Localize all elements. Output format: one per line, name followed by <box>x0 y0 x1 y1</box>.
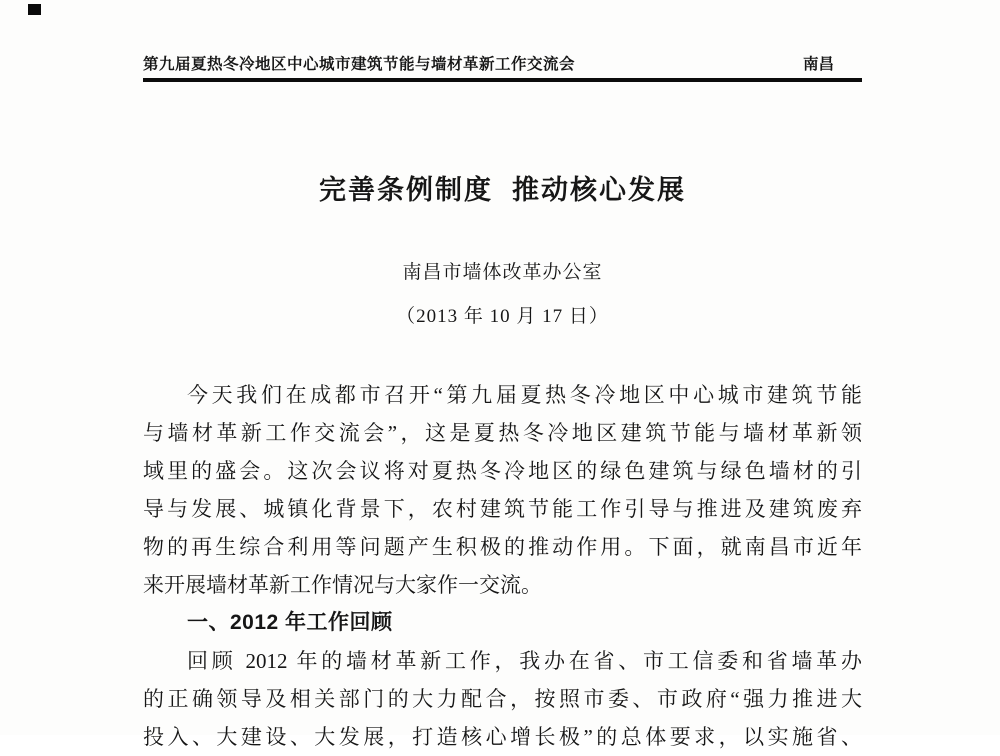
section-heading: 一、2012 年工作回顾 <box>187 611 393 634</box>
paragraph-line: 今天我们在成都市召开“第九届夏热冬冷地区中心城市建筑节能 <box>187 383 862 407</box>
paragraph-line: 导与发展、城镇化背景下，农村建筑节能工作引导与推进及建筑废弃 <box>143 497 862 521</box>
document-date: （2013 年 10 月 17 日） <box>396 306 609 327</box>
paragraph-line: 的正确领导及相关部门的大力配合，按照市委、市政府“强力推进大 <box>143 687 862 711</box>
paragraph-line: 与墙材革新工作交流会”，这是夏热冬冷地区建筑节能与墙材革新领 <box>143 421 862 445</box>
header-conference-title: 第九届夏热冬冷地区中心城市建筑节能与墙材革新工作交流会 <box>143 56 576 73</box>
paragraph-line: 域里的盛会。这次会议将对夏热冬冷地区的绿色建筑与绿色墙材的引 <box>143 459 862 483</box>
scan-artifact <box>28 4 41 15</box>
paragraph-line: 投入、大建设、大发展，打造核心增长极”的总体要求，以实施省、 <box>143 725 862 749</box>
document-title: 完善条例制度 推动核心发展 <box>318 175 686 205</box>
page-content <box>143 0 862 756</box>
paragraph-line: 来开展墙材革新工作情况与大家作一交流。 <box>143 573 542 597</box>
page-header <box>143 0 862 82</box>
document-author-org: 南昌市墙体改革办公室 <box>402 262 603 283</box>
document-body <box>143 376 862 756</box>
paragraph-line: 物的再生综合利用等问题产生积极的推动作用。下面，就南昌市近年 <box>143 535 862 559</box>
paragraph-line: 回顾 2012 年的墙材革新工作，我办在省、市工信委和省墙革办 <box>187 649 862 673</box>
header-location: 南昌 <box>802 56 834 73</box>
